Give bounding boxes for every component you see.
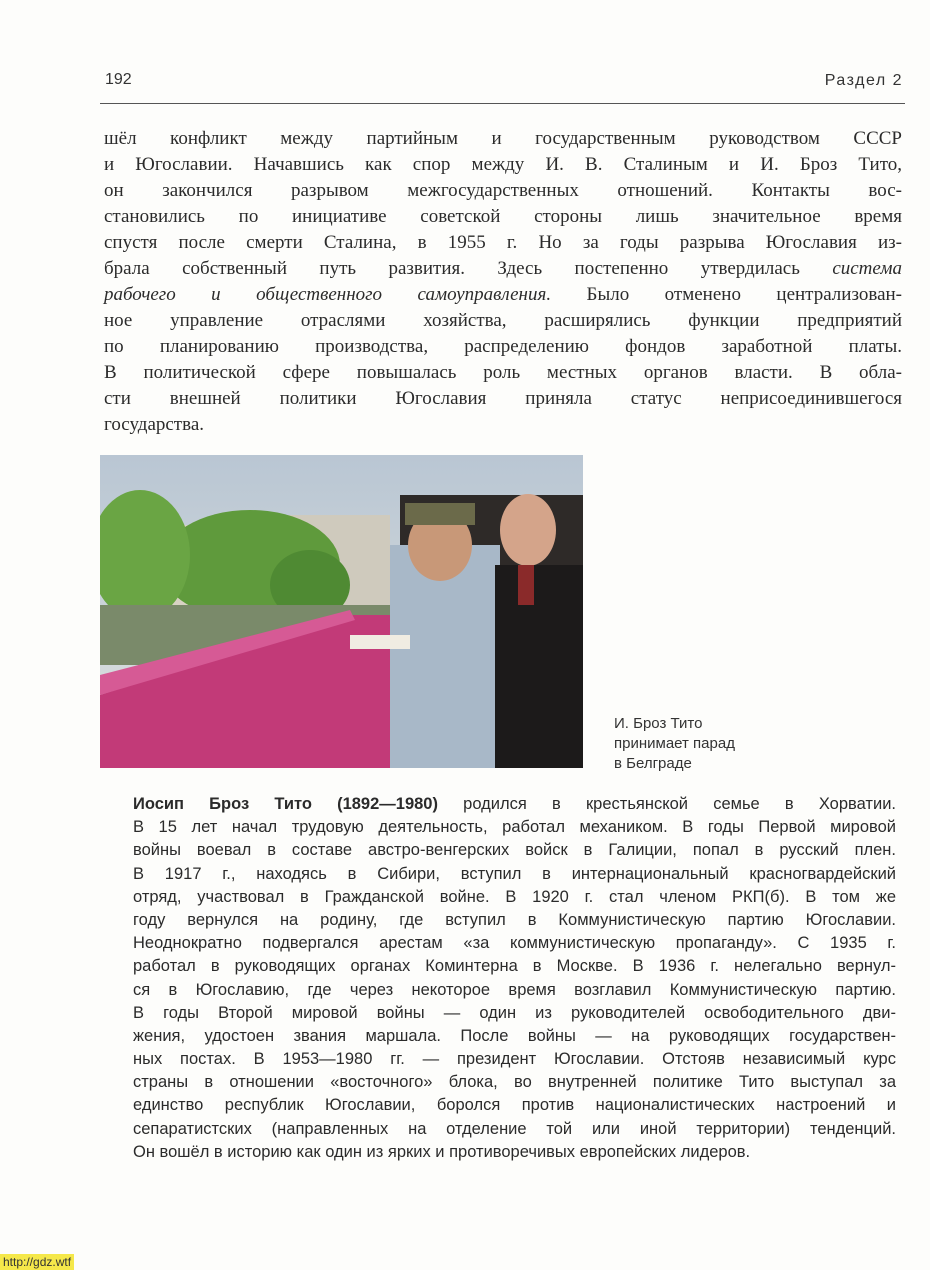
biography-box — [133, 793, 896, 1164]
text-line: становились по инициативе советской стороны лишь значительное время — [104, 206, 902, 227]
text-line: работал в руководящих органах Коминтерна в Москве. В 1936 г. нелегально вернул- — [133, 957, 896, 976]
text-line: по планированию производства, распределению фондов заработной платы. — [104, 336, 902, 357]
caption-line: принимает парад — [614, 735, 735, 752]
italic-term: рабочего и общественного самоуправления. — [104, 284, 552, 305]
text-line: ных постах. В 1953—1980 гг. — президент Югославии. Отстояв независимый курс — [133, 1050, 896, 1069]
section-title: Раздел 2 — [824, 72, 903, 89]
text-line: единство республик Югославии, боролся против националистических настроений и — [133, 1096, 896, 1115]
caption-line: в Белграде — [614, 755, 692, 772]
text-line: Он вошёл в историю как один из ярких и противоречивых европейских лидеров. — [133, 1142, 751, 1161]
text-line — [104, 256, 902, 282]
text-line: войны воевал в составе австро-венгерских войск в Галиции, попал в русский плен. — [133, 841, 896, 860]
text-line: году вернулся на родину, где вступил в Коммунистическую партию Югославии. — [133, 910, 896, 929]
text: Было отменено централизован- — [586, 284, 902, 305]
text-line: Неоднократно подвергался арестам «за коммунистическую пропаганду». С 1935 г. — [133, 934, 896, 953]
text-line: страны в отношении «восточного» блока, во внутренней политике Тито выступал за — [133, 1073, 896, 1092]
text-line — [133, 793, 896, 816]
photo-illustration — [100, 455, 583, 768]
caption-line: И. Броз Тито — [614, 715, 703, 732]
text-line: ся в Югославию, где через некоторое время возглавил Коммунистическую партию. — [133, 980, 896, 999]
parade-photo — [100, 455, 583, 768]
text-line: и Югославии. Начавшись как спор между И. В. Сталиным и И. Броз Тито, — [104, 154, 902, 175]
main-paragraph — [104, 126, 902, 438]
text: родился в крестьянской семье в Хорватии. — [463, 795, 896, 813]
text-line: он закончился разрывом межгосударственных отношений. Контакты вос- — [104, 180, 902, 201]
text-line: сти внешней политики Югославия приняла статус неприсоединившегося — [104, 388, 902, 409]
photo-caption — [614, 714, 735, 774]
text-line: государства. — [104, 414, 205, 435]
page-number: 192 — [105, 71, 132, 88]
header-rule — [100, 103, 905, 104]
text-line: отряд, участвовал в Гражданской войне. В 1920 г. стал членом РКП(б). В том же — [133, 887, 896, 906]
source-link[interactable]: http://gdz.wtf — [0, 1254, 74, 1270]
text: брала собственный путь развития. Здесь постепенно утвердилась — [104, 258, 800, 279]
text-line: спустя после смерти Сталина, в 1955 г. Но за годы разрыва Югославия из- — [104, 232, 902, 253]
text-line: В 15 лет начал трудовую деятельность, работал механиком. В годы Первой мировой — [133, 818, 896, 837]
text-line: сепаратистских (направленных на отделение той или иной территории) тенденций. — [133, 1119, 896, 1138]
text-line: В годы Второй мировой войны — один из руководителей освободительного дви- — [133, 1003, 896, 1022]
bio-name: Иосип Броз Тито (1892—1980) — [133, 795, 438, 813]
text-line — [104, 282, 902, 308]
text-line: жения, удостоен звания маршала. После войны — на руководящих государствен- — [133, 1026, 896, 1045]
text-line: В 1917 г., находясь в Сибири, вступил в интернациональный красногвардейский — [133, 864, 896, 883]
text-line: ное управление отраслями хозяйства, расширялись функции предприятий — [104, 310, 902, 331]
text-line: В политической сфере повышалась роль местных органов власти. В обла- — [104, 362, 902, 383]
italic-term: система — [832, 258, 902, 279]
text-line: шёл конфликт между партийным и государственным руководством СССР — [104, 128, 902, 149]
